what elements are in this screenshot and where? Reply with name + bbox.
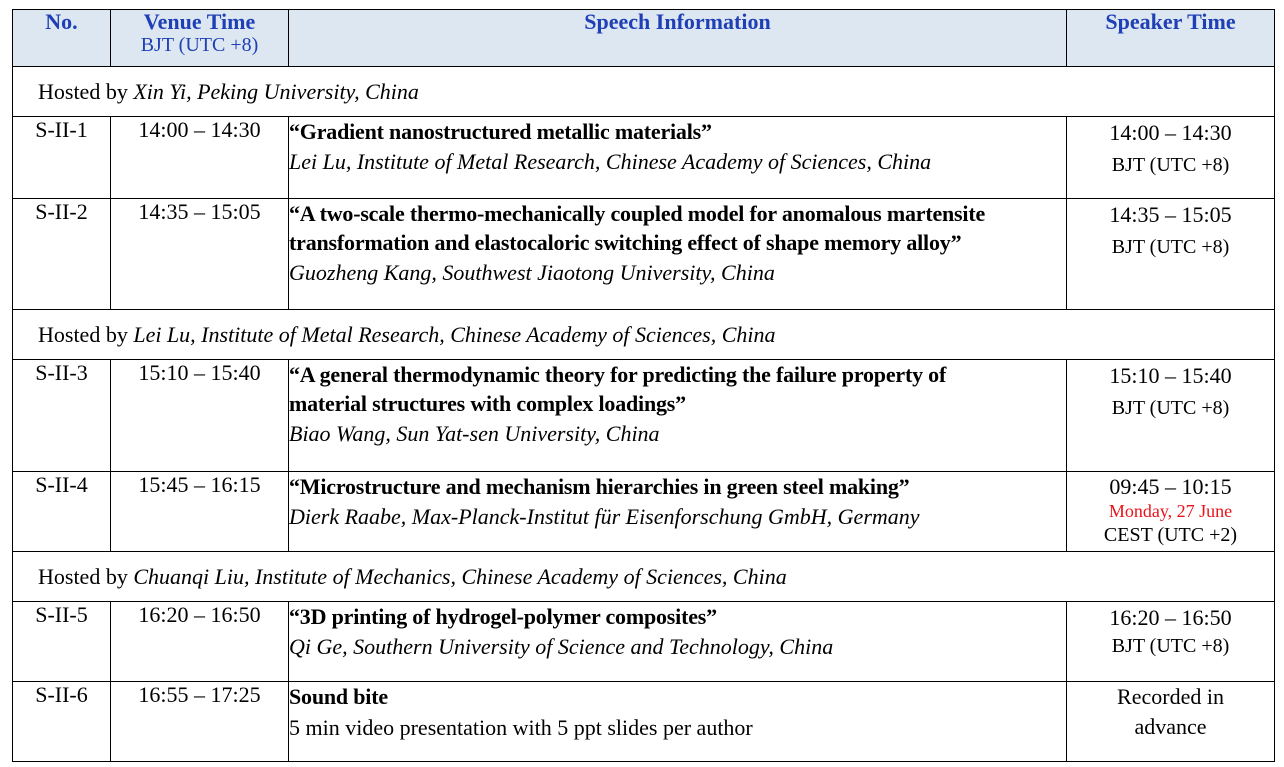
speech-info (289, 682, 1067, 762)
talk-author: Qi Ge, Southern University of Science and Technology, China (289, 634, 834, 659)
talk-title: “3D printing of hydrogel-polymer composites” (289, 604, 717, 629)
session-no: S-II-2 (13, 199, 111, 310)
talk-author: Guozheng Kang, Southwest Jiaotong University, China (289, 260, 775, 285)
header-row (13, 10, 1275, 67)
venue-time: 15:10 – 15:40 (111, 360, 289, 472)
host-prefix: Hosted by (38, 563, 134, 589)
talk-title: “A general thermodynamic theory for predicting the failure property of material structures with complex loadings” (289, 362, 947, 416)
session-row (13, 602, 1275, 682)
talk-title: “A two-scale thermo-mechanically coupled model for anomalous martensite transformation and elastocaloric switching effect of shape memory alloy” (289, 201, 986, 255)
session-row (13, 682, 1275, 762)
speaker-date: Monday, 27 June (1108, 501, 1233, 521)
session-no: S-II-1 (13, 117, 111, 199)
talk-author: Biao Wang, Sun Yat-sen University, China (289, 421, 660, 446)
speech-info (289, 602, 1067, 682)
session-no: S-II-4 (13, 472, 111, 552)
session-no: S-II-3 (13, 360, 111, 472)
speaker-time: 15:10 – 15:40 BJT (UTC +8) (1067, 360, 1275, 472)
session-row (13, 199, 1275, 310)
host-name: Chuanqi Liu, Institute of Mechanics, Chinese Academy of Sciences, China (133, 563, 787, 589)
header-venue-time: Venue Time BJT (UTC +8) (111, 10, 289, 67)
speaker-time: 09:45 – 10:15 Monday, 27 June CEST (UTC +2) (1067, 472, 1275, 552)
speaker-time: 14:00 – 14:30 BJT (UTC +8) (1067, 117, 1275, 199)
host-row (13, 552, 1275, 602)
header-speaker-time: Speaker Time (1067, 10, 1275, 67)
talk-description: 5 min video presentation with 5 ppt slides per author (289, 715, 753, 740)
host-prefix: Hosted by (38, 321, 134, 347)
venue-time: 14:00 – 14:30 (111, 117, 289, 199)
host-row (13, 310, 1275, 360)
venue-time: 15:45 – 16:15 (111, 472, 289, 552)
speech-info (289, 117, 1067, 199)
venue-time: 16:20 – 16:50 (111, 602, 289, 682)
talk-title: Sound bite (289, 684, 388, 709)
talk-title: “Microstructure and mechanism hierarchies in green steel making” (289, 474, 910, 499)
header-no: No. (13, 10, 111, 67)
talk-author: Lei Lu, Institute of Metal Research, Chinese Academy of Sciences, China (289, 149, 932, 174)
session-no: S-II-5 (13, 602, 111, 682)
speech-info (289, 199, 1067, 310)
session-row (13, 360, 1275, 472)
venue-time: 16:55 – 17:25 (111, 682, 289, 762)
speaker-time: 14:35 – 15:05 BJT (UTC +8) (1067, 199, 1275, 310)
session-row (13, 117, 1275, 199)
session-row (13, 472, 1275, 552)
host-prefix: Hosted by (38, 78, 134, 104)
session-no: S-II-6 (13, 682, 111, 762)
host-name: Lei Lu, Institute of Metal Research, Chinese Academy of Sciences, China (133, 321, 776, 347)
talk-title: “Gradient nanostructured metallic materials” (289, 119, 712, 144)
host-name: Xin Yi, Peking University, China (133, 78, 419, 104)
speech-info (289, 360, 1067, 472)
venue-time: 14:35 – 15:05 (111, 199, 289, 310)
speaker-time: Recorded in advance (1067, 682, 1275, 762)
header-speech-info: Speech Information (289, 10, 1067, 67)
schedule-table (12, 9, 1275, 762)
talk-author: Dierk Raabe, Max-Planck-Institut für Eisenforschung GmbH, Germany (289, 504, 920, 529)
speaker-time: 16:20 – 16:50 BJT (UTC +8) (1067, 602, 1275, 682)
host-row (13, 67, 1275, 117)
speech-info (289, 472, 1067, 552)
